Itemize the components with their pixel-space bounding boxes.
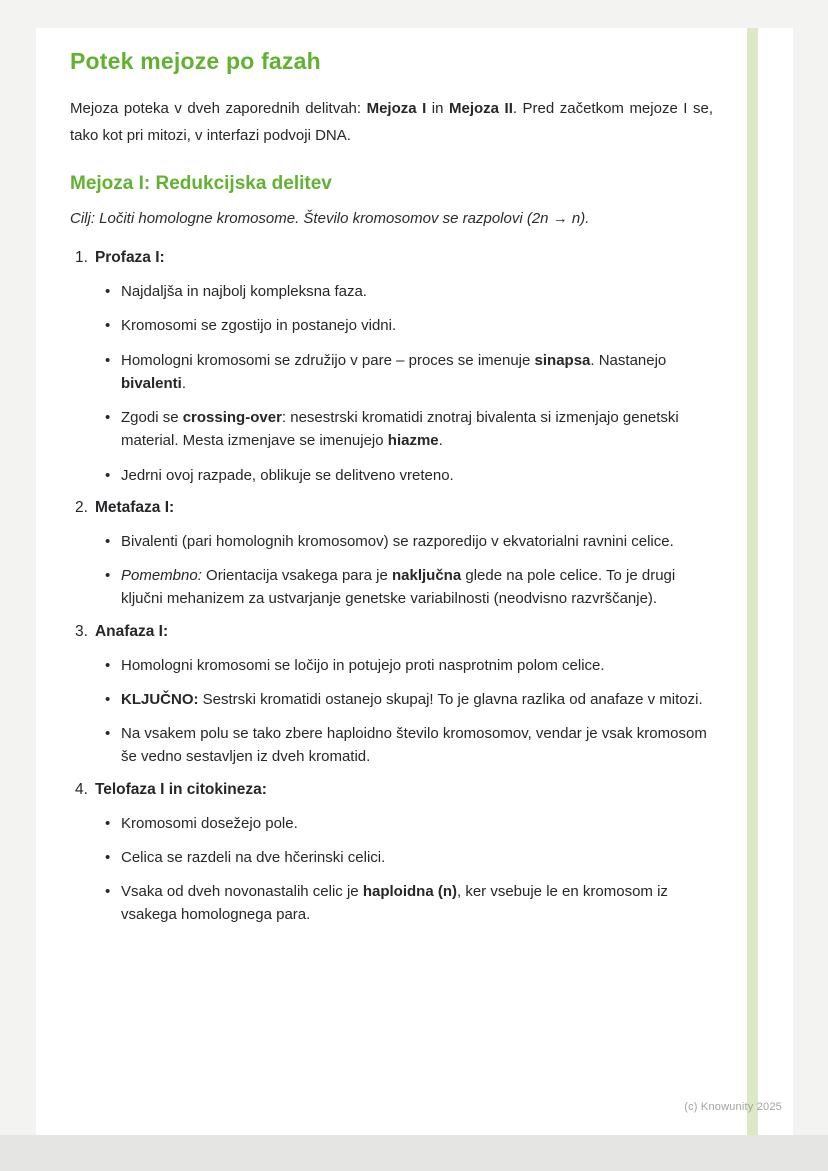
bullet-list	[70, 280, 713, 487]
bullet-item	[105, 688, 713, 711]
copyright: (c) Knowunity 2025	[684, 1101, 782, 1113]
text-segment: Homologni kromosomi se združijo v pare – proces se imenuje	[121, 351, 535, 369]
text-segment: naključna	[391, 567, 462, 584]
bullet-text	[121, 654, 713, 677]
bullet-item	[105, 654, 713, 677]
document-content	[36, 28, 793, 927]
text-segment: Zgodi se	[121, 409, 183, 426]
bullet-icon: •	[105, 656, 111, 674]
text-segment: Pomembno:	[121, 567, 202, 584]
text-segment: . Nastanejo	[590, 351, 667, 369]
text-segment: Orientacija vsakega para je	[201, 567, 392, 584]
phase-title	[70, 499, 713, 517]
bullet-item	[105, 846, 713, 869]
page-bottom-band	[0, 1135, 828, 1171]
text-segment: Jedrni ovoj razpade, oblikuje se delitveno vreteno.	[121, 466, 454, 484]
text-segment: .	[181, 374, 187, 392]
text-segment: Kromosomi dosežejo pole.	[121, 814, 298, 832]
bullet-text	[121, 812, 713, 835]
bullet-text	[121, 349, 713, 396]
phase-number: 3.	[75, 622, 88, 640]
text-segment: Cilj: Ločiti homologne kromosome. Število kromosomov se razpolovi (2n → n).	[70, 210, 590, 227]
page-title: Potek mejoze po fazah	[70, 48, 321, 74]
text-segment: crossing-over	[182, 409, 282, 426]
text-segment: glede na pole celice. To je drugi ključni mehanizem za ustvarjanje genetske variabilnosti (neodvisno razvrščanje).	[121, 567, 676, 608]
bullet-item	[105, 880, 713, 927]
phase-number: 1.	[75, 249, 88, 266]
text-segment: bivalenti	[121, 374, 182, 392]
bullet-text	[121, 464, 713, 487]
phase-list	[70, 249, 713, 927]
bullet-icon: •	[105, 814, 111, 832]
bullet-item	[105, 722, 713, 769]
bullet-text	[121, 880, 713, 927]
text-segment: Mejoza I	[366, 100, 427, 117]
text-segment: Bivalenti (pari homolognih kromosomov) se razporedijo v ekvatorialni ravnini celice.	[121, 532, 674, 550]
bullet-icon: •	[105, 283, 111, 300]
bullet-icon: •	[105, 532, 111, 550]
phase-title	[70, 249, 713, 267]
bullet-icon: •	[105, 883, 111, 900]
bullet-icon: •	[105, 690, 111, 708]
bullet-icon: •	[105, 466, 111, 484]
bullet-item	[105, 406, 713, 453]
text-segment: .	[438, 432, 443, 450]
phase-title	[70, 781, 713, 799]
phase-item	[70, 623, 713, 769]
bullet-icon: •	[105, 567, 111, 584]
accent-stripe	[747, 28, 758, 1135]
text-segment: Homologni kromosomi se ločijo in potujejo proti nasprotnim polom celice.	[121, 656, 605, 674]
bullet-text	[121, 280, 713, 303]
text-segment: Kromosomi se zgostijo in postanejo vidni.	[121, 317, 397, 335]
bullet-text	[121, 564, 713, 611]
phase-name: Anafaza I:	[94, 622, 169, 640]
phase-title	[70, 623, 713, 641]
text-segment: Mejoza poteka v dveh zaporednih delitvah:	[70, 100, 367, 117]
bullet-list	[70, 530, 713, 611]
text-segment: Mejoza II	[449, 100, 513, 117]
phase-number: 4.	[75, 780, 88, 798]
bullet-item	[105, 314, 713, 337]
text-segment: KLJUČNO:	[121, 690, 199, 708]
phase-item	[70, 781, 713, 927]
text-segment: Sestrski kromatidi ostanejo skupaj! To je glavna razlika od anafaze v mitozi.	[198, 690, 703, 708]
text-segment: Na vsakem polu se tako zbere haploidno število kromosomov, vendar je vsak kromosom še vedno sestavljen iz dveh kromatid.	[121, 725, 707, 766]
phase-name: Metafaza I:	[94, 498, 175, 516]
text-segment: sinapsa	[534, 351, 591, 369]
phase-item	[70, 249, 713, 487]
text-segment: . Pred začetkom mejoze I se, tako kot pri mitozi, v interfazi podvoji DNA.	[70, 100, 713, 144]
bullet-item	[105, 280, 713, 303]
text-segment: in	[426, 100, 449, 117]
bullet-item	[105, 564, 713, 611]
phase-name: Profaza I:	[94, 249, 165, 266]
text-segment: Vsaka od dveh novonastalih celic je	[121, 883, 363, 900]
bullet-text	[121, 722, 713, 769]
bullet-item	[105, 349, 713, 396]
phase-number: 2.	[75, 498, 88, 516]
document-page	[36, 28, 793, 1135]
goal-line	[70, 210, 713, 227]
bullet-text	[121, 688, 713, 711]
phase-name: Telofaza I in citokineza:	[94, 780, 267, 798]
bullet-icon: •	[105, 409, 111, 426]
text-segment: haploidna (n)	[362, 883, 457, 900]
bullet-item	[105, 464, 713, 487]
text-segment: , ker vsebuje le en kromosom iz vsakega homolognega para.	[121, 883, 668, 924]
bullet-icon: •	[105, 725, 111, 742]
bullet-icon: •	[105, 848, 111, 866]
bullet-text	[121, 406, 713, 453]
bullet-text	[121, 530, 713, 553]
bullet-text	[121, 314, 713, 337]
text-segment: Najdaljša in najbolj kompleksna faza.	[121, 283, 367, 300]
bullet-list	[70, 812, 713, 927]
bullet-icon: •	[105, 351, 111, 369]
bullet-item	[105, 812, 713, 835]
section-heading: Mejoza I: Redukcijska delitev	[70, 173, 332, 194]
text-segment: : nesestrski kromatidi znotraj bivalenta si izmenjajo genetski material. Mesta izmenjave se imenujejo	[121, 409, 679, 450]
intro-paragraph	[70, 95, 713, 149]
text-segment: Celica se razdeli na dve hčerinski celici.	[121, 848, 386, 866]
bullet-list	[70, 654, 713, 769]
bullet-icon: •	[105, 317, 111, 335]
phase-item	[70, 499, 713, 611]
bullet-item	[105, 530, 713, 553]
text-segment: hiazme	[387, 432, 439, 450]
bullet-text	[121, 846, 713, 869]
